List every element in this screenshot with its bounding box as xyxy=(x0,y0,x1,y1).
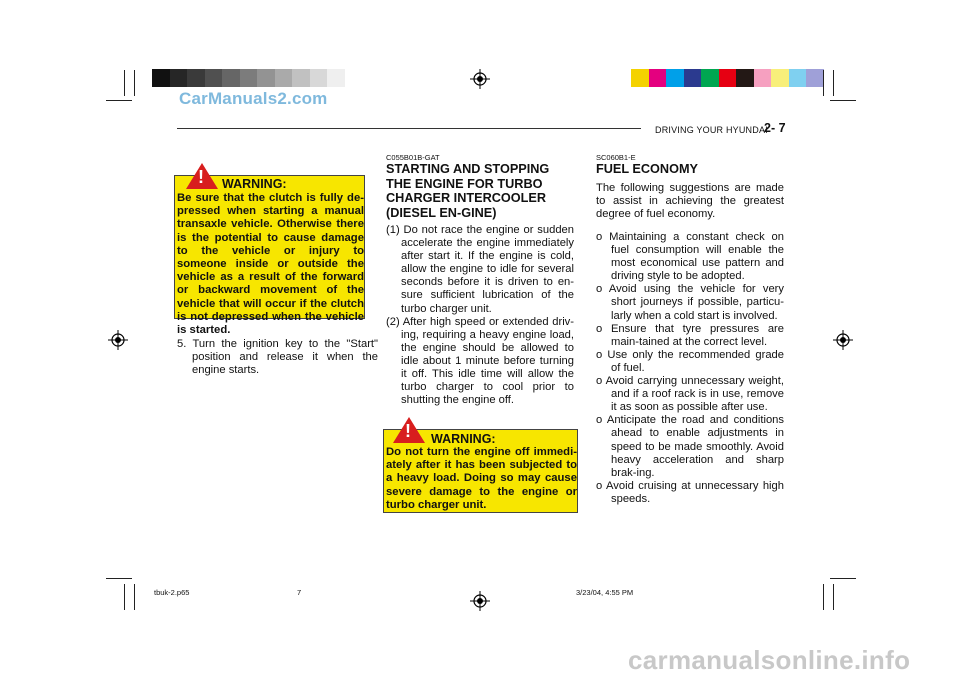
calibration-swatch xyxy=(257,69,275,87)
calibration-swatch xyxy=(684,69,702,87)
warning-triangle-icon: ! xyxy=(393,417,425,443)
calibration-swatch xyxy=(327,69,345,87)
footer-file: tbuk-2.p65 xyxy=(154,588,190,597)
turbo-steps xyxy=(386,224,574,407)
list-item: (1) Do not race the engine or sudden accelerate the engine immediately after start it. If the engine is cold, allow the engine to idle for several seconds before it is driven to en-sure sufficient lubrication of the turbo charger unit. xyxy=(386,224,574,315)
list-item: o Avoid using the vehicle for very short journeys if possible, particu-larly when a cold start is involved. xyxy=(596,283,784,322)
calibration-swatch xyxy=(292,69,310,87)
calibration-swatch xyxy=(806,69,824,87)
calibration-swatch xyxy=(187,69,205,87)
crop-mark xyxy=(124,584,125,610)
crop-mark xyxy=(830,100,856,101)
calibration-swatch xyxy=(240,69,258,87)
crop-mark xyxy=(833,70,834,96)
section-code: SC060B1-E xyxy=(596,153,636,162)
calibration-swatch xyxy=(736,69,754,87)
registration-mark-icon xyxy=(108,330,128,350)
calibration-swatch xyxy=(771,69,789,87)
watermark-top[interactable]: CarManuals2.com xyxy=(179,89,328,108)
calibration-swatch xyxy=(205,69,223,87)
fuel-economy-heading: FUEL ECONOMY xyxy=(596,162,698,176)
calibration-swatch xyxy=(701,69,719,87)
crop-mark xyxy=(823,584,824,610)
crop-mark xyxy=(134,584,135,610)
registration-mark-icon xyxy=(470,69,490,89)
footer-date: 3/23/04, 4:55 PM xyxy=(576,588,634,597)
page-number: 2- 7 xyxy=(764,121,786,135)
registration-mark-icon xyxy=(470,591,490,611)
warning-title: WARNING: xyxy=(431,432,496,446)
crop-mark xyxy=(134,70,135,96)
list-item: o Anticipate the road and conditions ahead to enable adjustments in speed to be made smoothly. Avoid heavy acceleration and sharp brak-ing. xyxy=(596,414,784,479)
step-5: 5. Turn the ignition key to the "Start" position and release it when the engine starts. xyxy=(177,338,378,377)
color-calibration-strip xyxy=(631,69,824,87)
turbo-heading: STARTING AND STOPPING THE ENGINE FOR TURBO CHARGER INTERCOOLER (DIESEL EN-GINE) xyxy=(386,162,550,220)
warning-title: WARNING: xyxy=(222,177,287,191)
calibration-swatch xyxy=(789,69,807,87)
calibration-swatch xyxy=(754,69,772,87)
warning-triangle-icon: ! xyxy=(186,163,218,189)
warning-text: Do not turn the engine off immedi-ately after it has been subjected to a heavy load. Doing so may cause severe damage to the engine or turbo charger unit. xyxy=(386,446,577,511)
calibration-swatch xyxy=(170,69,188,87)
calibration-swatch xyxy=(222,69,240,87)
calibration-swatch xyxy=(310,69,328,87)
registration-mark-icon xyxy=(833,330,853,350)
calibration-swatch xyxy=(666,69,684,87)
watermark-bottom[interactable]: carmanualsonline.info xyxy=(628,645,911,675)
header-rule xyxy=(177,128,641,129)
list-item: o Maintaining a constant check on fuel consumption will enable the most economical use pattern and driving style to be adopted. xyxy=(596,231,784,283)
list-item: o Use only the recommended grade of fuel. xyxy=(596,348,784,374)
calibration-swatch xyxy=(649,69,667,87)
crop-mark xyxy=(830,578,856,579)
engine-off-warning-box xyxy=(383,421,578,513)
list-item: o Avoid cruising at unnecessary high speeds. xyxy=(596,479,784,505)
crop-mark xyxy=(124,70,125,96)
crop-mark xyxy=(833,584,834,610)
list-item: o Ensure that tyre pressures are main-tained at the correct level. xyxy=(596,322,784,348)
calibration-swatch xyxy=(152,69,170,87)
calibration-swatch xyxy=(275,69,293,87)
calibration-swatch xyxy=(719,69,737,87)
crop-mark xyxy=(106,578,132,579)
calibration-swatch xyxy=(631,69,649,87)
list-item: o Avoid carrying unnecessary weight, and if a roof rack is in use, remove it as soon as possible after use. xyxy=(596,375,784,414)
crop-mark xyxy=(823,70,824,96)
clutch-warning-box xyxy=(174,167,365,337)
footer-page: 7 xyxy=(297,588,302,597)
grayscale-calibration-strip xyxy=(152,69,345,87)
fuel-economy-intro: The following suggestions are made to assist in achieving the greatest degree of fuel economy. xyxy=(596,182,784,221)
section-code: C055B01B-GAT xyxy=(386,153,440,162)
warning-text: Be sure that the clutch is fully de-pressed when starting a manual transaxle vehicle. Otherwise there is the potential to cause damage to the vehicle or injury to someone inside or outside the vehicle as a result of the forward or backward movement of the vehicle that will occur if the clutch is not depressed when the vehicle is started. xyxy=(177,192,364,337)
fuel-economy-list xyxy=(596,231,784,506)
list-item: (2) After high speed or extended driv-ing, requiring a heavy engine load, the engine should be allowed to idle about 1 minute before turning it off. This idle time will allow the turbo charger to cool prior to shutting the engine off. xyxy=(386,315,574,407)
section-title: DRIVING YOUR HYUNDAI xyxy=(655,125,768,135)
crop-mark xyxy=(106,100,132,101)
